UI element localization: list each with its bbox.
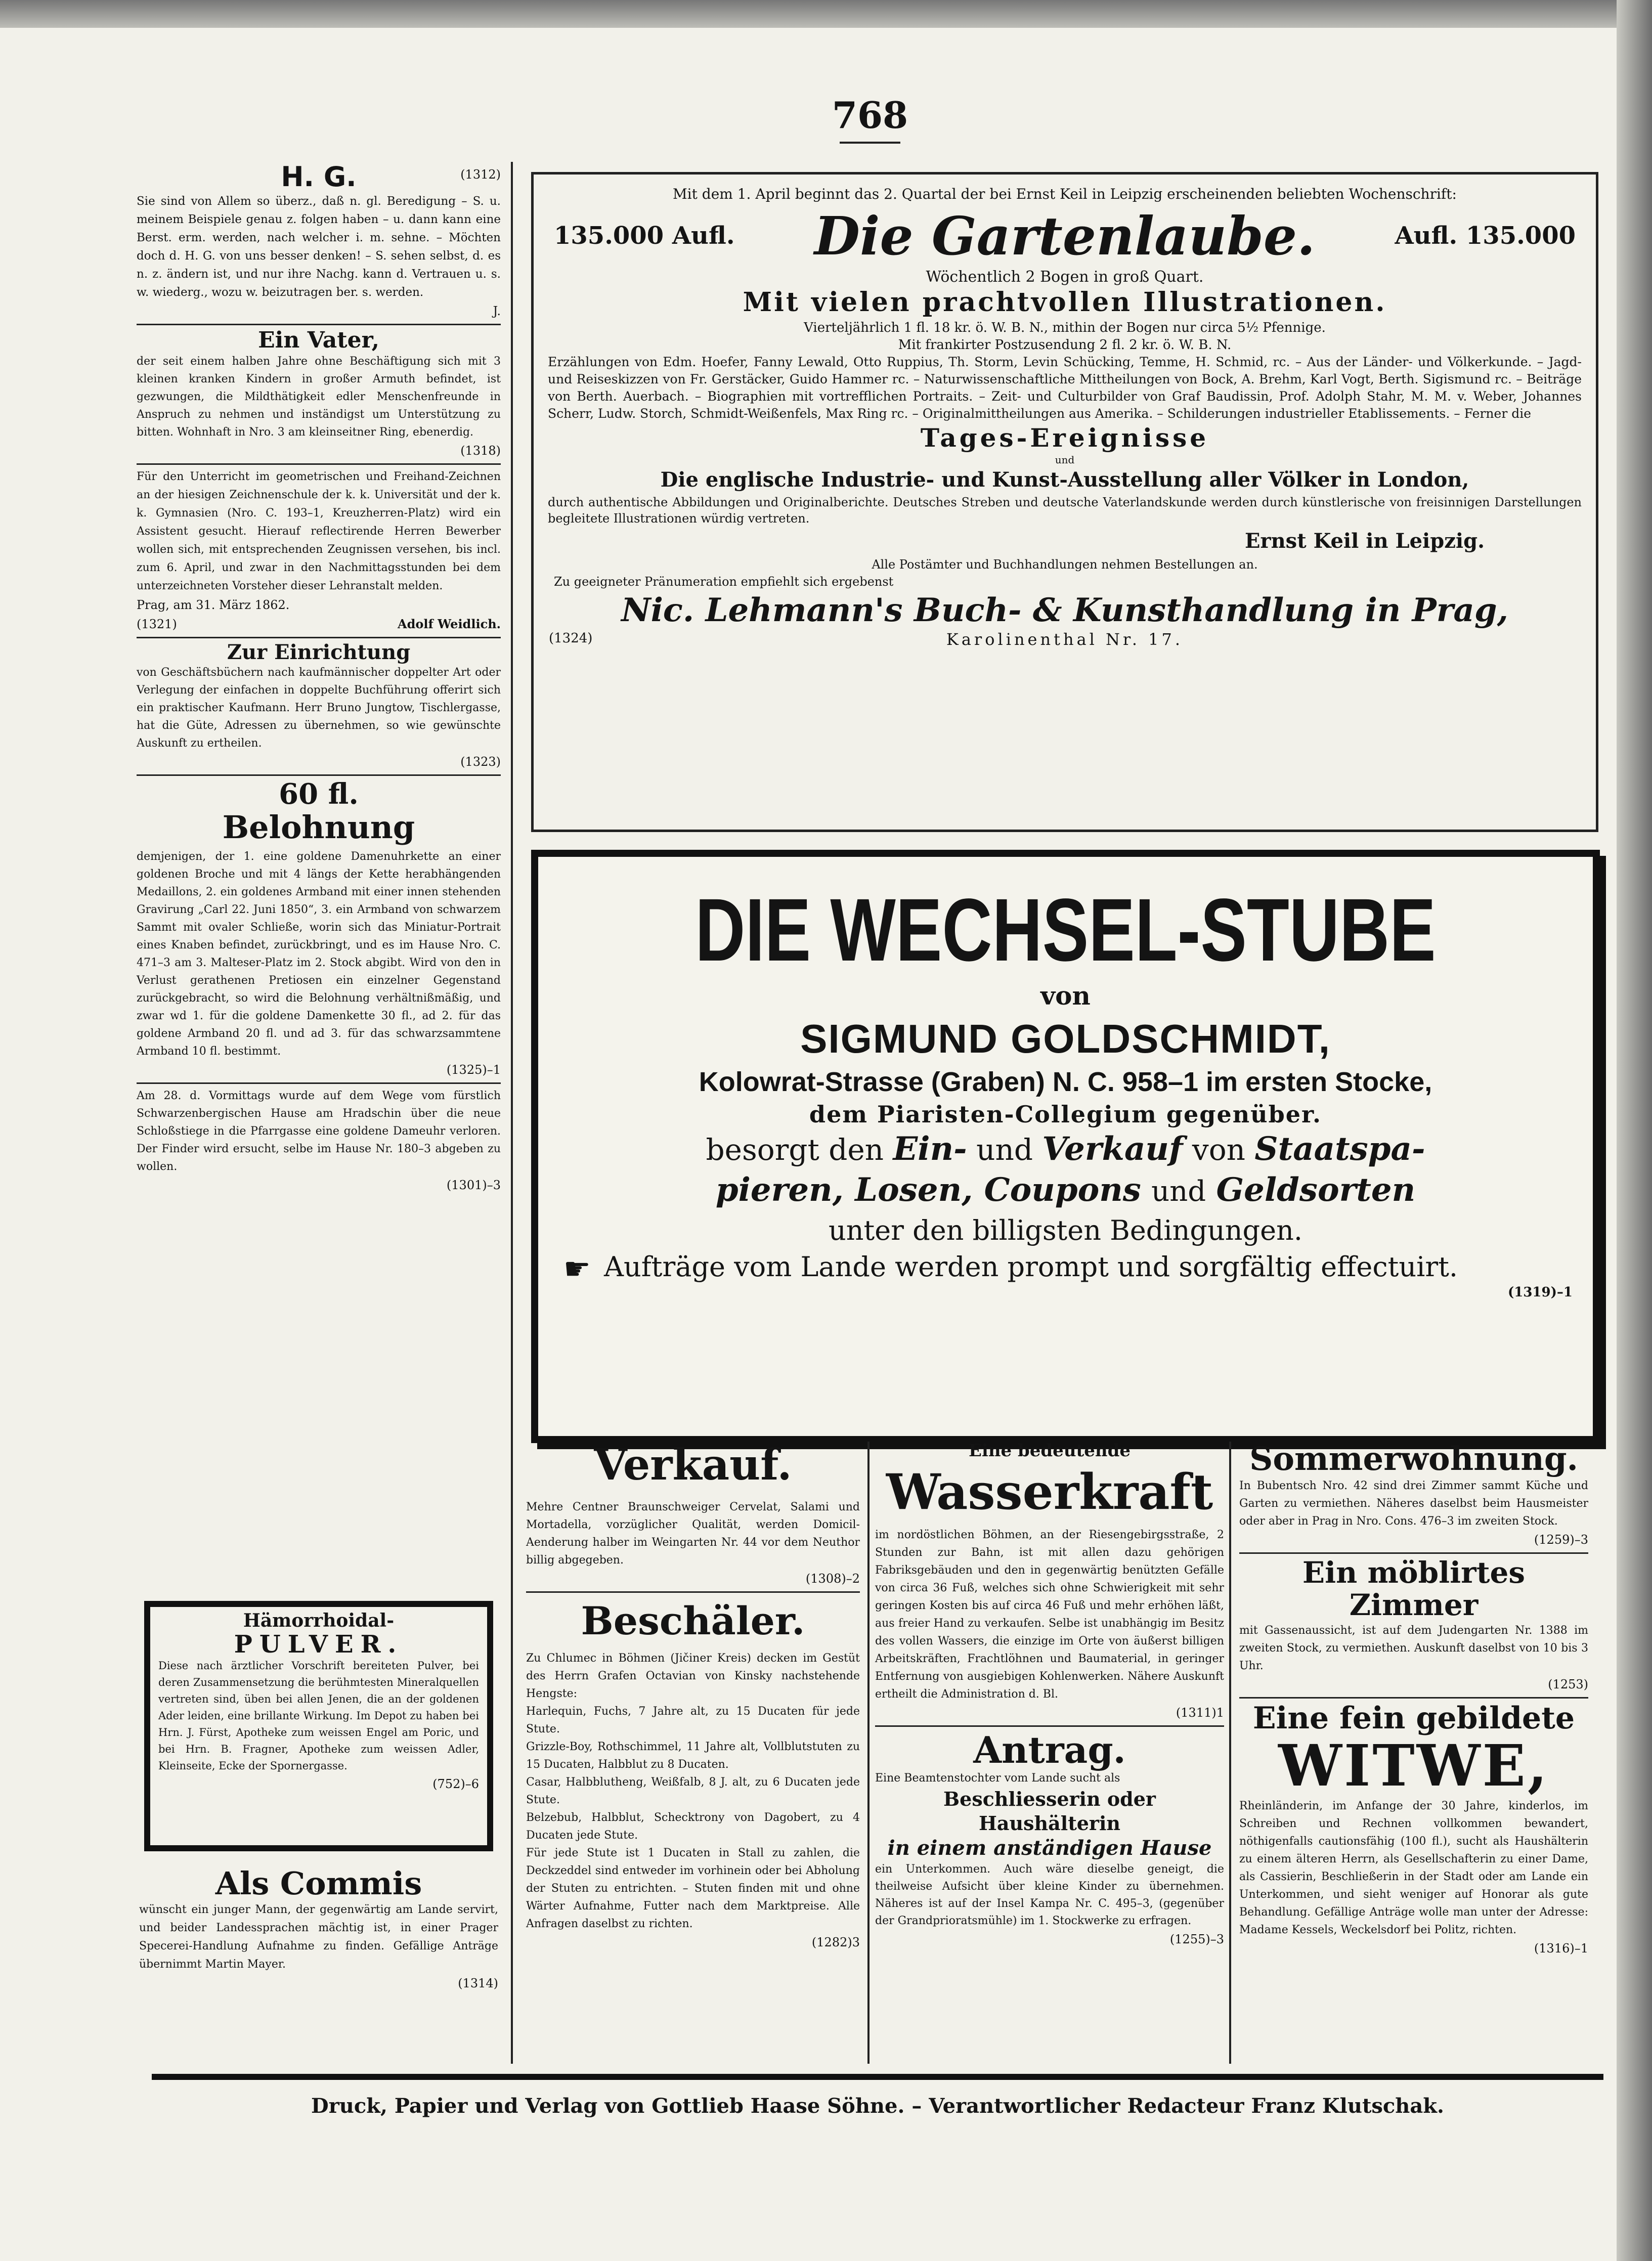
ad-unterricht: [137, 468, 501, 634]
masthead-title: Die Gartenlaube.: [814, 204, 1316, 267]
ad-ref: (1314): [458, 1976, 498, 1991]
divider: [526, 1591, 860, 1593]
column-rule: [511, 162, 513, 2064]
service-text: von: [1192, 1133, 1245, 1167]
ad-signature: Adolf Weidlich.: [397, 617, 501, 632]
orders-text: Aufträge vom Lande werden prompt und sorgfältig effectuirt.: [604, 1251, 1458, 1283]
ad-text: Mehre Centner Braunschweiger Cervelat, Salami und Mortadella, vorzüglicher Qualität, werden Domicil-Aenderung halber im Weingarten Nr. 44 vor dem Neuthor billig abgegeben.: [526, 1501, 860, 1567]
ad-heading: Sommerwohnung.: [1249, 1440, 1578, 1478]
left-column: [137, 162, 501, 1195]
und-text: und: [1055, 454, 1075, 466]
ad-heading: Eine fein gebildete: [1252, 1700, 1575, 1736]
ad-ref: (1259)–3: [1534, 1533, 1588, 1547]
ad-ref: (1316)–1: [1534, 1941, 1588, 1956]
service-text: Verkauf: [1042, 1130, 1183, 1168]
circulation-left: 135.000 Aufl.: [554, 222, 735, 250]
ad-text: demjenigen, der 1. eine goldene Damenuhrkette an einer goldenen Broche und mit 4 längs der Kette herabhängenden Medaillons, 2. ein goldenes Armband mit einer innen stehenden Gravirung „Carl 22. Juni 1850“, 3. ein Armband von schwarzem Sammt mit ovaler Schließe, worin sich das Miniatur-Portrait eines Knaben befindet, zurückbringt, und es im Hause Nro. C. 471–3 am 3. Malteser-Platz im 2. Stock abgibt. Wird von den in Verlust gerathenen Pretiosen ein einzelner Gegenstand zurückgebracht, so wird die Belohnung verhältnißmäßig, und zwar wd 1. für die goldene Damenkette 30 fl., ad 2. für das goldene Armband 20 fl. und ad 3. für das schwarzsammtene Armband 10 fl. bestimmt.: [137, 850, 501, 1058]
tages-heading: Tages-Ereignisse: [920, 423, 1209, 453]
ad-ref: (1324): [549, 631, 593, 646]
page-number: 768: [832, 94, 908, 137]
ad-heading: WITWE,: [1278, 1732, 1549, 1799]
ad-ref: (1325)–1: [446, 1063, 501, 1077]
ad-text: Für jede Stute ist 1 Ducaten in Stall zu zahlen, die Deckzeddel sind entweder im vorhinein oder bei Abholung der Stuten zu entrichten. – Stuten finden mit und ohne Wärter Aufnahme, Futter nach dem Marktpreise. Alle Anfragen daselbst zu richten.: [526, 1846, 860, 1930]
owner-name: SIGMUND GOLDSCHMIDT,: [800, 1016, 1331, 1061]
publisher-name: Ernst Keil in Leipzig.: [1245, 529, 1485, 553]
ad-heading: Hämorrhoidal-: [243, 1610, 395, 1631]
ad-text: Eine Beamtenstochter vom Lande sucht als: [875, 1772, 1120, 1785]
divider: [137, 463, 501, 465]
ad-heading: Ein möblirtes Zimmer: [1302, 1555, 1526, 1623]
ad-vater: [137, 328, 501, 460]
illustration-line: Mit vielen prachtvollen Illustrationen.: [743, 287, 1387, 318]
ad-heading: Als Commis: [215, 1865, 422, 1902]
ad-intro: Mit dem 1. April beginnt das 2. Quartal der bei Ernst Keil in Leipzig erscheinenden beliebten Wochenschrift:: [673, 186, 1457, 202]
service-text: pieren, Losen, Coupons: [715, 1171, 1141, 1209]
ad-dameuhr: [137, 1087, 501, 1195]
service-line-2: [538, 1170, 1593, 1212]
scan-edge-top: [0, 0, 1652, 28]
ad-ref: (1301)–3: [446, 1178, 501, 1193]
ad-text: Für den Unterricht im geometrischen und Freihand-Zeichnen an der hiesigen Zeichnenschule der k. k. Universität und der k. k. Gymnasien (Nro. C. 193–1, Kreuzherren-Platz) wird ein Assistent gesucht. Hierauf reflectirende Herren Bewerber wollen sich, mit entsprechenden Zeugnissen versehen, bis incl. zum 6. April, und zwar in den Nachmittagsstunden bei dem unterzeichneten Vorsteher dieser Lehranstalt melden.: [137, 470, 501, 593]
ad-commis: [139, 1866, 498, 1993]
pointing-hand-icon: ☛: [563, 1251, 591, 1287]
owner-address: Kolowrat-Strasse (Graben) N. C. 958–1 im ersten Stocke,: [699, 1067, 1432, 1097]
wechselstube-ad: [531, 850, 1600, 1443]
service-text: Staatspa-: [1254, 1130, 1425, 1168]
industrie-heading: Die englische Industrie- und Kunst-Ausstellung aller Völker in London,: [660, 468, 1469, 492]
format-line: Wöchentlich 2 Bogen in groß Quart.: [926, 268, 1204, 286]
ad-ref: (1321): [137, 617, 177, 632]
ad-text: Zu Chlumec in Böhmen (Jičiner Kreis) decken im Gestüt des Herrn Grafen Octavian von Kinsky nachstehende Hengste:: [526, 1651, 860, 1700]
contents-text: Erzählungen von Edm. Hoefer, Fanny Lewald, Otto Ruppius, Th. Storm, Levin Schücking, Temme, H. Schmid, rc. – Aus der Länder- und Völkerkunde. – Jagd- und Reiseskizzen von Fr. Gerstäcker, Guido Hammer rc. – Naturwissenschaftliche Mittheilungen von Bock, A. Brehm, Karl Vogt, Berth. Sigismund rc. – Beiträge von Berth. Auerbach. – Biographien mit vortrefflichen Portraits. – Zeit- und Culturbilder von Graf Baudissin, Prof. Adolph Stahr, M. M. v. Weber, Johannes Scherr, Ludw. Storch, Schmidt-Weißenfels, Max Ring rc. – Originalmittheilungen aus Amerika. – Schilderungen industrieller Etablissements. – Ferner die: [548, 355, 1582, 421]
divider: [1239, 1697, 1588, 1699]
ad-text: ein Unterkommen. Auch wäre dieselbe geneigt, die theilweise Aufsicht über kleine Kinder zu übernehmen. Näheres ist auf der Insel Kampa Nr. C. 495–3, (gegenüber der Grandprioratsmühle) im 1. Stockwerke zu erfragen.: [875, 1863, 1224, 1928]
right-column-2: [1239, 1442, 1588, 1958]
ad-ref: (1253): [1548, 1677, 1588, 1691]
column-rule: [867, 1442, 870, 2064]
service-text: besorgt den: [706, 1133, 884, 1167]
collegium-text: dem Piaristen-Collegium gegenüber.: [809, 1101, 1322, 1128]
ad-signature: J.: [493, 304, 501, 318]
ad-text: Sie sind von Allem so überz., daß n. gl. Beredigung – S. u. meinem Beispiele genau z. folgen haben – u. dann kann eine Berst. erm. werden, nach welcher i. m. sehne. – Möchten doch d. H. G. von uns besser denken! – S. sehen selbst, d. es n. z. ändern ist, und nur ihre Nachg. kann d. Vertrauen u. s. w. wiederg., wozu w. beizutragen ber. s. werden.: [137, 195, 501, 299]
service-text: Ein-: [893, 1130, 967, 1168]
ad-ref: (1311)1: [1176, 1705, 1224, 1720]
ad-einrichtung: [137, 641, 501, 771]
ad-ref: (1323): [460, 755, 501, 769]
gartenlaube-ad: [531, 172, 1598, 832]
divider: [875, 1725, 1224, 1727]
ad-heading: H. G.: [281, 161, 357, 193]
lehmann-address: Karolinenthal Nr. 17.: [946, 630, 1184, 649]
imprint-footer: Druck, Papier und Verlag von Gottlieb Haase Söhne. – Verantwortlicher Redacteur Franz Klutschak.: [311, 2094, 1444, 2118]
conditions-text: unter den billigsten Bedingungen.: [828, 1214, 1303, 1246]
divider: [137, 774, 501, 776]
ad-text: von Geschäftsbüchern nach kaufmännischer doppelter Art oder Verlegung der einfachen in doppelte Buchführung offerirt sich ein praktischer Kaufmann. Herr Bruno Jungtow, Tischlergasse, hat die Güte, Adressen zu übernehmen, so wie gewünschte Auskunft zu ertheilen.: [137, 666, 501, 750]
ad-text: Diese nach ärztlicher Vorschrift bereiteten Pulver, bei deren Zusammensetzung die berühmtesten Mineralquellen vertreten sind, üben bei allen Jenen, die an der goldenen Ader leiden, eine brillante Wirkung. Im Depot zu haben bei Hrn. J. Fürst, Apotheke zum weissen Engel am Poric, und bei Hrn. B. Fragner, Apotheke zum weissen Adler, Kleinseite, Ecke der Spornergasse.: [158, 1660, 479, 1772]
stallion-entry: Grizzle-Boy, Rothschimmel, 11 Jahre alt, Vollblutstuten zu 15 Ducaten, Halbblut zu 8 Ducaten.: [526, 1740, 860, 1771]
service-text: Geldsorten: [1216, 1171, 1416, 1209]
ad-text: In Bubentsch Nro. 42 sind drei Zimmer sammt Küche und Garten zu vermiethen. Näheres daselbst beim Hausmeister oder aber in Prag in Nro. Cons. 476–3 im zweiten Stock.: [1239, 1480, 1588, 1528]
ad-belohnung: [137, 779, 501, 1079]
ad-heading: Ein Vater,: [258, 327, 379, 353]
ad-text: mit Gassenaussicht, ist auf dem Judengarten Nr. 1388 im zweiten Stock, zu vermiethen. Auskunft daselbst von 10 bis 3 Uhr.: [1239, 1624, 1588, 1672]
von-text: von: [1040, 981, 1091, 1011]
ad-heading: Zur Einrichtung: [227, 640, 411, 665]
ad-emphasis: in einem anständigen Hause: [887, 1836, 1212, 1860]
circulation-right: Aufl. 135.000: [1395, 222, 1576, 250]
ad-text: im nordöstlichen Böhmen, an der Riesengebirgsstraße, 2 Stunden zur Bahn, ist mit allen dazu gehörigen Fabriksgebäuden und den in gegenwärtig benützten Gefälle von circa 36 Fuß, welches sich ohne Schwierigkeit mit sehr geringen Kosten bis auf circa 46 Fuß und mehr erhöhen läßt, aus freier Hand zu verkaufen. Selbe ist unabhängig im Besitz des vollen Wassers, die einzige im Orte von äußerst billigen Arbeitskräften, Frachtlöhnen und Baumaterial, in geringer Entfernung von ausgiebigen Kohlenwerken. Nähere Auskunft ertheilt die Administration d. Bl.: [875, 1528, 1224, 1701]
ad-amount: 60 fl.: [279, 777, 359, 811]
ad-ref: (1312): [460, 167, 501, 182]
ad-hg: [137, 162, 501, 321]
ad-pulver: [144, 1601, 493, 1851]
service-text: und: [976, 1133, 1033, 1167]
divider: [137, 637, 501, 638]
ad-ref: (1282)3: [811, 1935, 860, 1949]
ad-date: Prag, am 31. März 1862.: [137, 598, 290, 613]
ad-ref: (1318): [460, 444, 501, 458]
footer-rule: [152, 2074, 1603, 2080]
scan-edge-right: [1617, 0, 1652, 2261]
ad-ref: (752)–6: [432, 1777, 479, 1792]
page-number-underline: [840, 142, 900, 144]
price-line: Mit frankirter Postzusendung 2 fl. 2 kr. ö. W. B. N.: [898, 337, 1232, 353]
stallion-entry: Harlequin, Fuchs, 7 Jahre alt, zu 15 Ducaten für jede Stute.: [526, 1705, 860, 1735]
ad-heading: Belohnung: [222, 808, 415, 846]
ad-heading: Beschäler.: [581, 1598, 805, 1644]
ad-heading: Verkauf.: [594, 1440, 792, 1490]
lehmann-name: Nic. Lehmann's Buch- & Kunsthandlung in Prag,: [621, 591, 1508, 629]
column-rule: [1229, 1442, 1231, 2064]
stallion-entry: Belzebub, Halbblut, Schecktrony von Dagobert, zu 4 Ducaten jede Stute.: [526, 1811, 860, 1842]
divider: [137, 324, 501, 325]
ad-ref: (1319)–1: [1507, 1285, 1573, 1300]
ad-text: Am 28. d. Vormittags wurde auf dem Wege vom fürstlich Schwarzenbergischen Hause am Hradschin über die neue Schloßstiege in die Pfarrgasse eine goldene Dameuhr verloren. Der Finder wird ersucht, selbe im Hause Nr. 180–3 abgeben zu wollen.: [137, 1090, 501, 1173]
authentic-text: durch authentische Abbildungen und Originalberichte. Deutsches Streben und deutsche Vaterlandskunde werden durch künstlerische von freisinnigen Darstellungen begleitete Illustrationen würdig vertreten.: [548, 495, 1582, 526]
ad-emphasis: Beschliesserin oder Haushälterin: [943, 1788, 1156, 1835]
ad-pre-heading: Eine bedeutende: [968, 1441, 1131, 1461]
ad-heading: Wasserkraft: [886, 1463, 1213, 1521]
ad-text: der seit einem halben Jahre ohne Beschäftigung sich mit 3 kleinen kranken Kindern in großer Armuth befindet, ist gezwungen, die Mildthätigkeit edler Menschenfreunde in Anspruch zu nehmen und inständigst um Unterstützung zu bitten. Wohnhaft in Nro. 3 am kleinseitner Ring, ebenerdig.: [137, 355, 501, 439]
ad-heading: Antrag.: [973, 1728, 1126, 1771]
orders-line: [538, 1249, 1593, 1285]
middle-column: [526, 1442, 860, 1952]
ad-heading: PULVER.: [234, 1630, 404, 1659]
ad-text: Rheinländerin, im Anfange der 30 Jahre, kinderlos, im Schreiben und Rechnen vollkommen bewandert, nöthigenfalls cautionsfähig (100 fl.), sucht als Haushälterin zu einem älteren Herrn, als Gesellschafterin zu einer Dame, als Cassierin, Beschließerin in der Stadt oder am Lande ein Unterkommen, und sieht weniger auf Honorar als gute Behandlung. Gefällige Anträge wolle man unter der Adresse: Madame Kessels, Weckelsdorf bei Politz, richten.: [1239, 1800, 1588, 1937]
service-line-1: [538, 1129, 1593, 1170]
price-line: Vierteljährlich 1 fl. 18 kr. ö. W. B. N., mithin der Bogen nur circa 5½ Pfennige.: [804, 320, 1326, 335]
stallion-entry: Casar, Halbblutheng, Weißfalb, 8 J. alt, zu 6 Ducaten jede Stute.: [526, 1775, 860, 1806]
service-text: und: [1151, 1175, 1206, 1208]
praenumeration-text: Zu geeigneter Pränumeration empfiehlt sich ergebenst: [554, 575, 894, 589]
ad-text: wünscht ein junger Mann, der gegenwärtig am Lande servirt, und beider Landessprachen mächtig ist, in einer Prager Specerei-Handlung Aufnahme zu finden. Gefällige Anträge übernimmt Martin Mayer.: [139, 1903, 498, 1971]
postaemter-text: Alle Postämter und Buchhandlungen nehmen Bestellungen an.: [872, 557, 1258, 572]
divider: [1239, 1552, 1588, 1554]
wechselstube-title: DIE WECHSEL-STUBE: [695, 881, 1436, 980]
ad-ref: (1255)–3: [1169, 1932, 1224, 1947]
divider: [137, 1082, 501, 1084]
ad-ref: (1308)–2: [805, 1572, 860, 1586]
right-column-1: [875, 1442, 1224, 1949]
